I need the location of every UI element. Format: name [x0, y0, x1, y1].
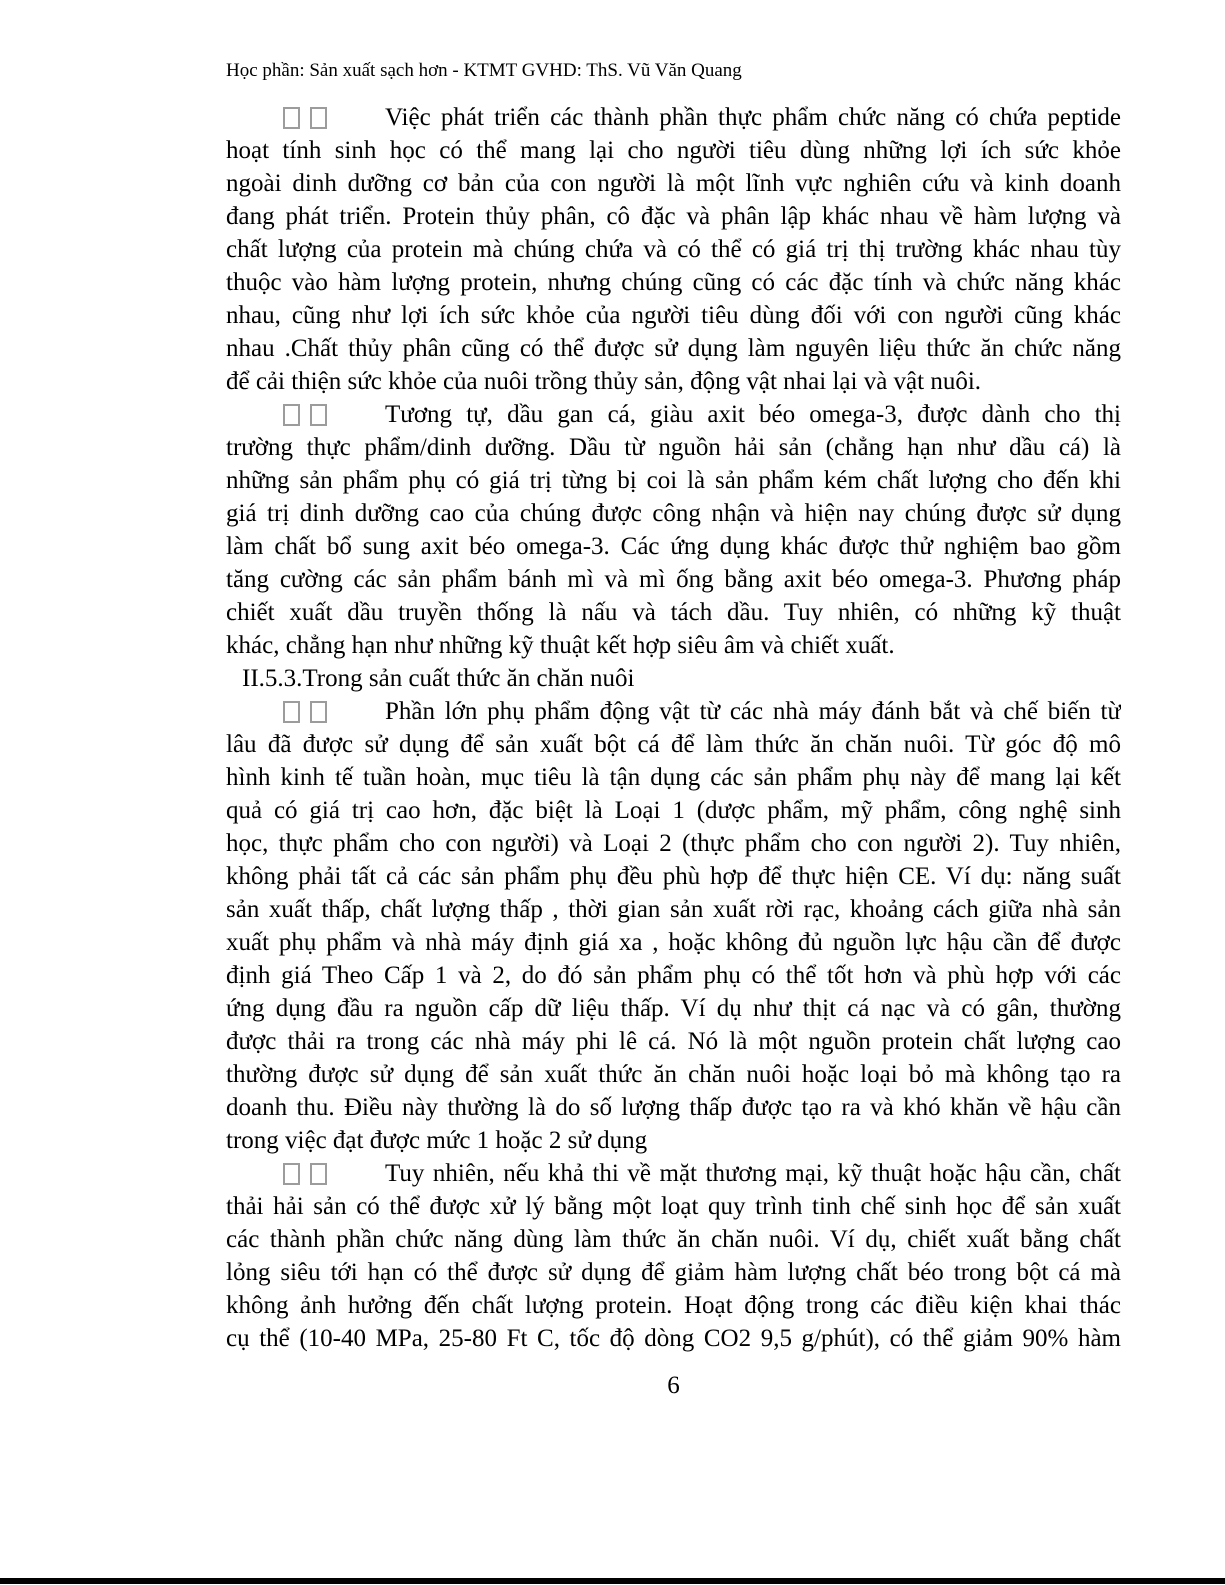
tofu-box-icon — [283, 1157, 327, 1190]
text-line: không ảnh hưởng đến chất lượng protein. Hoạt động trong các điều kiện khai thác — [226, 1292, 1121, 1319]
page-number: 6 — [667, 1372, 680, 1399]
page-header: Học phần: Sản xuất sạch hơn - KTMT GVHD: ThS. Vũ Văn Quang — [226, 60, 742, 81]
text-line: học, thực phẩm cho con người) và Loại 2 (thực phẩm cho con người 2). Tuy nhiên, — [226, 830, 1121, 857]
text-line: các thành phần chức năng dùng làm thức ăn chăn nuôi. Ví dụ, chiết xuất bằng chất — [226, 1226, 1121, 1253]
window-bottom-edge — [0, 1578, 1225, 1584]
text-line: hình kinh tế tuần hoàn, mục tiêu là tận dụng các sản phẩm phụ này để mang lại kết — [226, 764, 1121, 791]
text-line: Phần lớn phụ phẩm động vật từ các nhà máy đánh bắt và chế biến từ — [226, 695, 1121, 728]
text-line: Tương tự, dầu gan cá, giàu axit béo omega-3, được dành cho thị — [226, 398, 1121, 431]
text-line: chiết xuất dầu truyền thống là nấu và tách dầu. Tuy nhiên, có những kỹ thuật — [226, 599, 1121, 626]
text-line: nhau .Chất thủy phân cũng có thể được sử dụng làm nguyên liệu thức ăn chức năng — [226, 335, 1121, 362]
tofu-box-icon — [283, 101, 327, 134]
text-line: tăng cường các sản phẩm bánh mì và mì ống bằng axit béo omega-3. Phương pháp — [226, 566, 1121, 593]
text-line: trường thực phẩm/dinh dưỡng. Dầu từ nguồn hải sản (chẳng hạn như dầu cá) là — [226, 434, 1121, 461]
tofu-box-icon — [283, 695, 327, 728]
text-line: thường được sử dụng để sản xuất thức ăn chăn nuôi hoặc loại bỏ mà không tạo ra — [226, 1061, 1121, 1088]
text-line: hoạt tính sinh học có thể mang lại cho người tiêu dùng những lợi ích sức khỏe — [226, 137, 1121, 164]
text-line: giá trị dinh dưỡng cao của chúng được công nhận và hiện nay chúng được sử dụng — [226, 500, 1121, 527]
text-line: quả có giá trị cao hơn, đặc biệt là Loại 1 (dược phẩm, mỹ phẩm, công nghệ sinh — [226, 797, 1121, 824]
text-line: chất lượng của protein mà chúng chứa và có thể có giá trị thị trường khác nhau tùy — [226, 236, 1121, 263]
tofu-box-icon — [283, 398, 327, 431]
text-line: đang phát triển. Protein thủy phân, cô đặc và phân lập khác nhau về hàm lượng và — [226, 203, 1121, 230]
text-line: sản xuất thấp, chất lượng thấp , thời gian sản xuất rời rạc, khoảng cách giữa nhà sản — [226, 896, 1121, 923]
text-line: được thải ra trong các nhà máy phi lê cá. Nó là một nguồn protein chất lượng cao — [226, 1028, 1121, 1055]
text-line: thải hải sản có thể được xử lý bằng một loạt quy trình tinh chế sinh học để sản xuất — [226, 1193, 1121, 1220]
text-line: ứng dụng đầu ra nguồn cấp dữ liệu thấp. Ví dụ như thịt cá nạc và có gân, thường — [226, 995, 1121, 1022]
text-line: lỏng siêu tới hạn có thể được sử dụng để giảm hàm lượng chất béo trong bột cá mà — [226, 1259, 1121, 1286]
text-line: nhau, cũng như lợi ích sức khỏe của người tiêu dùng đối với con người cũng khác — [226, 302, 1121, 329]
text-line: cụ thể (10-40 MPa, 25-80 Ft C, tốc độ dòng CO2 9,5 g/phút), có thể giảm 90% hàm — [226, 1325, 1121, 1352]
text-line: xuất phụ phẩm và nhà máy định giá xa , hoặc không đủ nguồn lực hậu cần để được — [226, 929, 1121, 956]
text-line: doanh thu. Điều này thường là do số lượng thấp được tạo ra và khó khăn về hậu cần — [226, 1094, 1121, 1121]
text-line: lâu đã được sử dụng để sản xuất bột cá để làm thức ăn chăn nuôi. Từ góc độ mô — [226, 731, 1121, 758]
text-line: không phải tất cả các sản phẩm phụ đều phù hợp để thực hiện CE. Ví dụ: năng suất — [226, 863, 1121, 890]
text-line: những sản phẩm phụ có giá trị từng bị coi là sản phẩm kém chất lượng cho đến khi — [226, 467, 1121, 494]
text-line: Tuy nhiên, nếu khả thi về mặt thương mại, kỹ thuật hoặc hậu cần, chất — [226, 1157, 1121, 1190]
text-line: Việc phát triển các thành phần thực phẩm chức năng có chứa peptide — [226, 101, 1121, 134]
text-line: làm chất bổ sung axit béo omega-3. Các ứng dụng khác được thử nghiệm bao gồm — [226, 533, 1121, 560]
text-line: trong việc đạt được mức 1 hoặc 2 sử dụng — [226, 1127, 648, 1154]
section-heading: II.5.3.Trong sản cuất thức ăn chăn nuôi — [242, 665, 635, 692]
document-body — [226, 101, 1121, 1355]
text-line: định giá Theo Cấp 1 và 2, do đó sản phẩm phụ có thể tốt hơn và phù hợp với các — [226, 962, 1121, 989]
text-line: thuộc vào hàm lượng protein, nhưng chúng cũng có các đặc tính và chức năng khác — [226, 269, 1121, 296]
text-line: để cải thiện sức khỏe của nuôi trồng thủy sản, động vật nhai lại và vật nuôi. — [226, 368, 982, 395]
text-line: khác, chẳng hạn như những kỹ thuật kết hợp siêu âm và chiết xuất. — [226, 632, 895, 659]
text-line: ngoài dinh dưỡng cơ bản của con người là một lĩnh vực nghiên cứu và kinh doanh — [226, 170, 1121, 197]
